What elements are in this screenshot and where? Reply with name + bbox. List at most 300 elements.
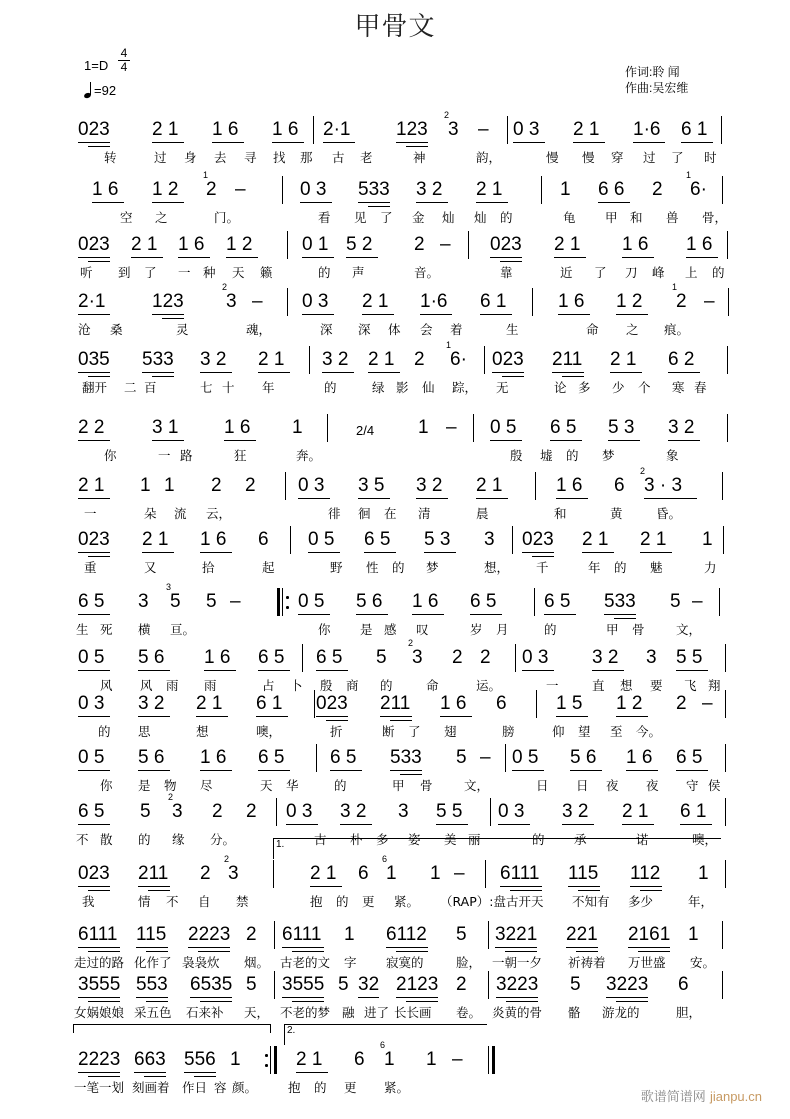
lyric-text: 的 — [98, 724, 111, 739]
note-group: 1 2 — [152, 179, 179, 200]
lyric-text: 灵 — [176, 322, 189, 337]
eighth-underline — [310, 886, 342, 887]
eighth-underline — [358, 498, 390, 499]
eighth-underline — [296, 1072, 328, 1073]
eighth-underline — [604, 614, 636, 615]
barline — [473, 414, 474, 442]
repeat-end-barline — [274, 1046, 277, 1074]
eighth-underline — [416, 498, 448, 499]
note-group: 2 — [246, 924, 257, 945]
note-group: 2 — [211, 475, 222, 496]
note-group: 1 6 — [212, 119, 239, 140]
lyric-text: 雨 — [166, 678, 179, 693]
note-group: 1 5 — [556, 693, 583, 714]
eighth-underline — [302, 314, 334, 315]
eighth-underline — [136, 947, 168, 948]
lyric-text: 路 — [180, 448, 193, 463]
note-group: 6111 — [282, 924, 322, 945]
note-group: 32 — [358, 974, 380, 995]
note-group: 2 — [456, 974, 467, 995]
lyric-text: 见 — [354, 210, 367, 225]
note-group: 2 2 — [78, 417, 105, 438]
barline — [274, 921, 275, 949]
lyric-text: 看 — [318, 210, 331, 225]
note-group: 6 1 — [681, 119, 708, 140]
grace-note: 2 — [640, 466, 646, 476]
lyric-text: 过 — [154, 150, 167, 165]
lyric-text: 一笔一划 — [74, 1080, 125, 1095]
lyric-text: 石来补 — [186, 1005, 224, 1020]
eighth-underline — [188, 947, 230, 948]
lyric-text: 字 — [344, 955, 357, 970]
lyric-text: 甲 — [392, 778, 405, 793]
note-group: 035 — [78, 349, 110, 370]
barline — [468, 231, 469, 259]
note-group: 3 — [226, 291, 237, 312]
eighth-underline — [78, 886, 110, 887]
lyric-text: 要 — [650, 678, 663, 693]
lyric-text: 卷。 — [456, 1005, 482, 1020]
note-group: 3 — [484, 529, 495, 550]
lyric-text: 叹 — [416, 622, 429, 637]
lyric-text: 年 — [262, 380, 275, 395]
barline — [722, 472, 723, 500]
note-group: 023 — [78, 234, 110, 255]
note-group: 533 — [358, 179, 390, 200]
lyric-text: 甲 — [605, 210, 618, 225]
barline — [287, 231, 288, 259]
note-group: 6111 — [500, 863, 540, 884]
lyric-text: 天 — [232, 265, 245, 280]
lyric-text: 了 — [671, 150, 684, 165]
lyric-text: 年 — [588, 560, 601, 575]
lyric-text: 的 — [712, 265, 725, 280]
lyric-text: 的 — [334, 778, 347, 793]
note-group: 3 — [448, 119, 459, 140]
note-group: 0 5 — [298, 591, 325, 612]
note-group: – — [230, 591, 241, 612]
barline — [273, 860, 274, 888]
eighth-underline — [138, 670, 170, 671]
lyric-text: 刀 — [625, 265, 638, 280]
note-group: – — [702, 693, 713, 714]
barline — [535, 472, 536, 500]
time-signature-bottom: 4 — [118, 60, 130, 74]
barline — [290, 526, 291, 554]
note-group: 1 — [230, 1049, 241, 1070]
quarter-note-icon — [84, 82, 92, 98]
lyric-text: 了 — [380, 210, 393, 225]
note-group: 1 6 — [556, 475, 583, 496]
eighth-underline — [550, 440, 582, 441]
eighth-underline — [424, 552, 456, 553]
note-group: 2123 — [396, 974, 439, 995]
note-group: 2223 — [188, 924, 231, 945]
note-group: 2/4 — [356, 423, 375, 438]
lyric-text: 侯 — [708, 778, 721, 793]
lyric-text: 多少 — [628, 894, 654, 909]
note-group: 5 — [170, 591, 181, 612]
grace-note: 2 — [444, 110, 450, 120]
staff-system — [0, 839, 790, 924]
barline — [534, 588, 535, 616]
note-group: 2223 — [78, 1049, 121, 1070]
lyric-text: 占 — [262, 678, 275, 693]
note-group: 6 1 — [256, 693, 283, 714]
lyric-text: 无 — [496, 380, 509, 395]
note-group: 6· — [690, 179, 707, 200]
eighth-underline — [633, 142, 665, 143]
note-group: 0 3 — [78, 693, 105, 714]
lyric-text: 靠 — [500, 265, 513, 280]
barline — [719, 588, 720, 616]
lyric-text: 深 — [358, 322, 371, 337]
lyric-text: 多 — [578, 380, 591, 395]
lyric-text: 清 — [418, 506, 431, 521]
lyric-text: 骨 — [632, 622, 645, 637]
eighth-underline — [356, 614, 388, 615]
barline — [721, 116, 722, 144]
lyric-text: 籁 — [260, 265, 273, 280]
barline — [722, 921, 723, 949]
eighth-underline — [138, 770, 170, 771]
note-group: 2 — [246, 801, 257, 822]
eighth-underline — [616, 716, 648, 717]
eighth-underline — [78, 440, 110, 441]
staff-system — [0, 748, 790, 808]
lyric-text: 日 — [576, 778, 589, 793]
lyricist: 作词:聆 闻 — [625, 65, 680, 79]
lyric-text: 女娲娘娘 — [74, 1005, 125, 1020]
repeat-dot — [265, 1054, 268, 1057]
lyric-text: 一 — [546, 678, 559, 693]
eighth-underline — [416, 202, 448, 203]
lyric-text: 翻开 — [82, 380, 108, 395]
note-group: 211 — [552, 349, 583, 370]
lyric-text: 徘 — [328, 506, 341, 521]
lyric-text: 诺 — [636, 832, 649, 847]
eighth-underline — [686, 257, 718, 258]
barline — [327, 414, 328, 442]
note-group: 1 — [384, 1049, 395, 1070]
lyric-text: 思 — [138, 724, 151, 739]
eighth-underline — [200, 372, 232, 373]
note-group: 2 — [206, 179, 217, 200]
note-group: 6 — [358, 863, 369, 884]
note-group: 1·6 — [420, 291, 448, 312]
barline — [507, 116, 508, 144]
staff-system — [0, 530, 790, 590]
song-title: 甲骨文 — [354, 12, 436, 42]
note-group: 1 2 — [226, 234, 253, 255]
eighth-underline — [498, 824, 530, 825]
lyric-text: 卜 — [290, 678, 303, 693]
note-group: 0 3 — [286, 801, 313, 822]
eighth-underline — [178, 257, 210, 258]
lyric-text: 炎黄的骨 — [492, 1005, 543, 1020]
tempo-value: =92 — [94, 83, 117, 98]
lyric-text: 寻 — [244, 150, 257, 165]
grace-note: 2 — [408, 638, 414, 648]
eighth-underline — [681, 142, 713, 143]
note-group: 6 — [496, 693, 507, 714]
lyric-text: 的 — [500, 210, 513, 225]
lyric-text: 风 — [140, 678, 153, 693]
eighth-underline — [78, 670, 110, 671]
lyric-text: 更 — [344, 1080, 357, 1095]
note-group: 023 — [316, 693, 348, 714]
lyric-text: 绿 — [372, 380, 385, 395]
barline — [285, 472, 286, 500]
note-group: 0 3 — [302, 291, 329, 312]
lyric-text: 月 — [496, 622, 509, 637]
note-group: 1 — [426, 1049, 437, 1070]
note-group: 112 — [630, 863, 661, 884]
note-group: 1 6 — [224, 417, 251, 438]
eighth-underline — [622, 824, 654, 825]
note-group: 1 — [702, 529, 713, 550]
barline — [725, 690, 726, 718]
note-group: 0 5 — [78, 647, 105, 668]
lyric-text: 刻画着 — [132, 1080, 170, 1095]
lyric-text: 的 — [336, 894, 349, 909]
eighth-underline — [495, 947, 537, 948]
eighth-underline — [513, 142, 545, 143]
lyric-text: 奔。 — [296, 448, 322, 463]
eighth-underline — [298, 498, 330, 499]
lyric-text: 风 — [100, 678, 113, 693]
note-group: 0 3 — [300, 179, 327, 200]
eighth-underline — [322, 372, 354, 373]
note-group: 2 1 — [582, 529, 609, 550]
lyric-text: 十 — [222, 380, 235, 395]
lyric-text: 更 — [362, 894, 375, 909]
grace-note: 1 — [672, 282, 678, 292]
eighth-underline — [190, 997, 232, 998]
credits — [625, 64, 688, 96]
barline — [316, 744, 317, 772]
lyric-text: 那 — [300, 150, 313, 165]
eighth-underline — [340, 824, 372, 825]
note-group: 1 — [386, 863, 397, 884]
lyric-text: 至 — [610, 724, 623, 739]
eighth-underline — [476, 498, 508, 499]
note-group: 6 5 — [364, 529, 391, 550]
lyric-text: 夜 — [646, 778, 659, 793]
lyric-text: 力 — [704, 560, 717, 575]
lyric-text: 会 — [420, 322, 433, 337]
lyric-text: 感 — [384, 622, 397, 637]
lyric-text: 横 — [138, 622, 151, 637]
lyric-text: 你 — [104, 448, 117, 463]
eighth-underline — [608, 440, 640, 441]
note-group: 5 — [376, 647, 387, 668]
note-group: 3 2 — [592, 647, 619, 668]
lyric-text: 在 — [384, 506, 397, 521]
note-group: 2 — [245, 475, 256, 496]
eighth-underline — [258, 770, 290, 771]
barline — [515, 644, 516, 672]
note-group: 5 — [456, 924, 467, 945]
note-group: 6 5 — [78, 591, 105, 612]
lyric-text: 运。 — [476, 678, 502, 693]
lyric-text: 黄 — [610, 506, 623, 521]
eighth-underline — [78, 770, 110, 771]
eighth-underline — [440, 716, 472, 717]
eighth-underline — [142, 372, 174, 373]
eighth-underline — [420, 314, 452, 315]
note-group: 023 — [522, 529, 554, 550]
lyric-text: 仙 — [422, 380, 435, 395]
lyric-text: 华 — [286, 778, 299, 793]
lyric-text: 少 — [612, 380, 625, 395]
lyric-text: 论 — [554, 380, 567, 395]
lyric-text: 象 — [666, 448, 679, 463]
repeat-dot — [265, 1064, 268, 1067]
lyric-text: 直 — [592, 678, 605, 693]
lyric-text: 死 — [100, 622, 113, 637]
note-group: 1 6 — [626, 747, 653, 768]
eighth-underline — [358, 202, 390, 203]
note-group: 1 6 — [92, 179, 119, 200]
eighth-underline — [512, 770, 544, 771]
lyric-text: 不老的梦 — [280, 1005, 331, 1020]
eighth-underline — [323, 142, 355, 143]
barline — [536, 690, 537, 718]
note-group: 115 — [136, 924, 167, 945]
note-group: 2 1 — [573, 119, 600, 140]
note-group: 6 6 — [598, 179, 625, 200]
note-group: 3 — [412, 647, 423, 668]
lyric-text: 朴 — [350, 832, 363, 847]
lyric-text: 想 — [196, 724, 209, 739]
lyric-text: 时 — [704, 150, 717, 165]
lyric-text: 身 — [184, 150, 197, 165]
note-group: – — [454, 863, 465, 884]
lyric-text: 膀 — [502, 724, 515, 739]
note-group: – — [440, 234, 451, 255]
note-group: 023 — [78, 863, 110, 884]
eighth-underline — [500, 886, 542, 887]
lyric-text: 袅袅炊 — [182, 955, 220, 970]
lyric-text: 的 — [544, 622, 557, 637]
note-group: 2 1 — [622, 801, 649, 822]
note-group: – — [235, 179, 246, 200]
lyric-text: 梦 — [602, 448, 615, 463]
note-group: 2161 — [628, 924, 671, 945]
grace-note: 2 — [222, 282, 228, 292]
lyric-text: 紧。 — [384, 1080, 410, 1095]
barline — [725, 744, 726, 772]
note-group: 0 5 — [308, 529, 335, 550]
eighth-underline — [396, 997, 438, 998]
lyric-text: 不 — [166, 894, 179, 909]
note-group: 1·6 — [633, 119, 661, 140]
lyric-text: 是 — [360, 622, 373, 637]
lyric-text: 游龙的 — [602, 1005, 640, 1020]
note-group: – — [252, 291, 263, 312]
volta-bracket: 1. — [273, 838, 721, 859]
note-group: 5 — [140, 801, 151, 822]
note-group: 2 1 — [196, 693, 223, 714]
lyric-text: 抱 — [288, 1080, 301, 1095]
note-group: 6112 — [386, 924, 427, 945]
note-group: 3 — [646, 647, 657, 668]
note-group: 2 — [676, 693, 687, 714]
note-group: 5 6 — [356, 591, 383, 612]
eighth-underline — [396, 142, 428, 143]
note-group: – — [446, 417, 457, 438]
eighth-underline — [142, 552, 174, 553]
note-group: 3 2 — [668, 417, 695, 438]
time-signature — [118, 47, 130, 74]
eighth-underline — [316, 670, 348, 671]
watermark — [641, 1086, 762, 1105]
barline — [727, 346, 728, 374]
barline — [302, 644, 303, 672]
lyric-text: 生 — [76, 622, 89, 637]
grace-note: 3 — [166, 582, 172, 592]
staff-system — [0, 418, 790, 478]
note-group: 6 — [354, 1049, 365, 1070]
lyric-text: 祈祷着 — [568, 955, 606, 970]
repeat-dot — [286, 596, 289, 599]
eighth-underline — [78, 1072, 120, 1073]
lyric-text: 丽 — [468, 832, 481, 847]
note-group: 3223 — [606, 974, 649, 995]
eighth-underline — [570, 770, 602, 771]
lyric-text: 骼 — [568, 1005, 581, 1020]
note-group: 3 2 — [138, 693, 165, 714]
lyric-text: 飞 — [684, 678, 697, 693]
note-group: 3 · 3 — [644, 475, 683, 496]
eighth-underline — [152, 142, 184, 143]
note-group: 6535 — [190, 974, 233, 995]
lyric-text: 起 — [262, 560, 275, 575]
eighth-underline — [136, 997, 168, 998]
note-group: 0 3 — [522, 647, 549, 668]
note-group: 2 1 — [368, 349, 395, 370]
lyric-text: 命 — [426, 678, 439, 693]
barline — [274, 971, 275, 999]
barline — [727, 231, 728, 259]
eighth-underline — [258, 372, 290, 373]
lyric-text: 声 — [352, 265, 365, 280]
eighth-underline — [668, 372, 700, 373]
eighth-underline — [78, 716, 110, 717]
note-group: 6111 — [78, 924, 118, 945]
note-group: 2 — [676, 291, 687, 312]
lyric-text: 找 — [273, 150, 286, 165]
lyric-text: 春 — [694, 380, 707, 395]
eighth-underline — [78, 824, 110, 825]
eighth-underline — [282, 947, 324, 948]
lyric-text: 采五色 — [134, 1005, 172, 1020]
lyric-text: 今。 — [636, 724, 662, 739]
note-group: 3 2 — [416, 475, 443, 496]
note-group: 1 6 — [558, 291, 585, 312]
lyric-text: 种 — [203, 265, 216, 280]
lyric-text: 神 — [413, 150, 426, 165]
note-group: 533 — [142, 349, 174, 370]
eighth-underline — [558, 314, 590, 315]
eighth-underline — [573, 142, 605, 143]
note-group: 5 3 — [424, 529, 451, 550]
note-group: 553 — [136, 974, 168, 995]
eighth-underline — [616, 314, 648, 315]
note-group: 115 — [568, 863, 599, 884]
eighth-underline — [386, 947, 428, 948]
